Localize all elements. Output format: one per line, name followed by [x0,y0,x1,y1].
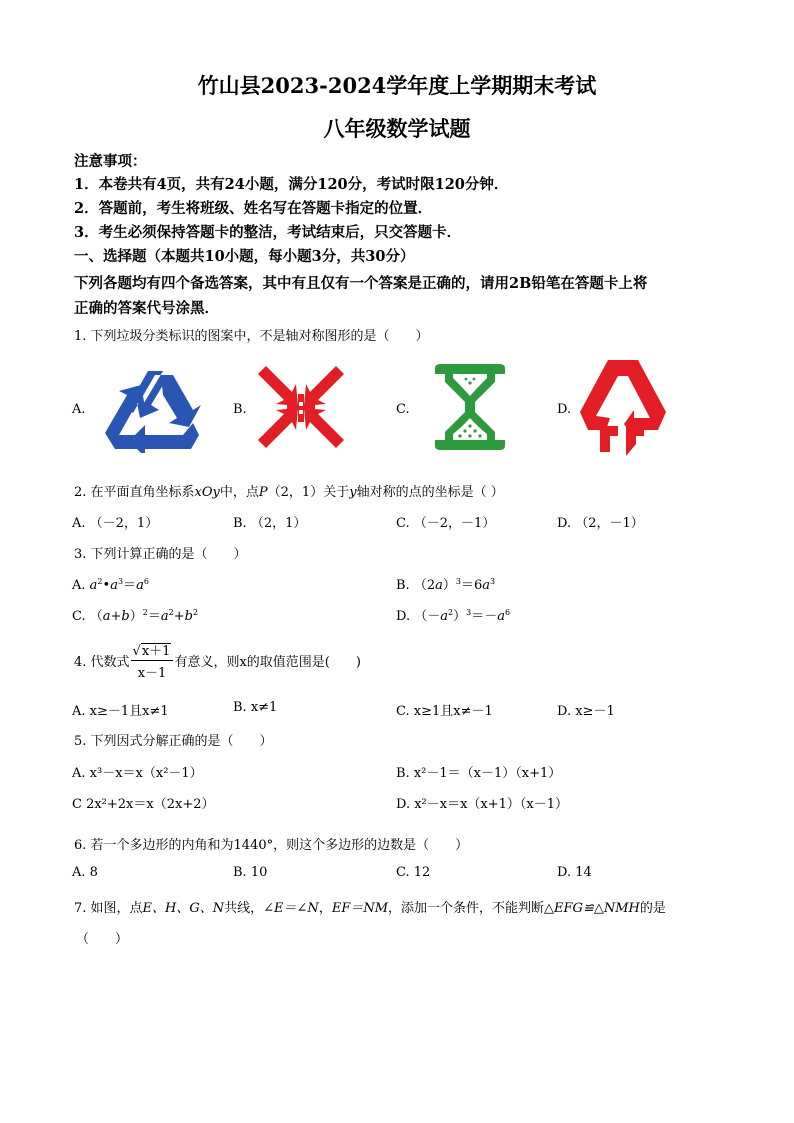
opt-text: ） [129,609,143,624]
var-text: a [102,609,111,624]
var-text: a [497,609,505,624]
option-label: B. [233,402,247,417]
var-text: a [440,609,448,624]
opt-text: ） [442,578,456,593]
option: D. x²－x＝x（x+1）（x－1） [396,797,569,812]
opt-text: • [102,578,111,593]
opt-text: ＝ [123,578,137,593]
option: C. （－2，－1） [396,516,496,531]
option-label: D. [557,402,572,417]
var-text: y [349,485,357,500]
stem-text: ， [318,901,332,916]
var-text: a [160,609,169,624]
opt-text: C. （ [72,609,103,624]
option: A. x≥－1且x≠1 [72,704,169,719]
question-stem [74,640,361,681]
stem-text: 轴对称的点的坐标是（ ） [356,485,504,500]
stem-text: ，添加一个条件，不能判断 [388,901,545,916]
exam-subtitle: 八年级数学试题 [323,116,471,141]
exp-text: 2 [168,608,174,617]
option-label: C. [396,402,410,417]
section-instruction: 正确的答案代号涂黑． [74,300,219,317]
stem-text: 2. 在平面直角坐标系 [74,485,195,500]
exp-text: 3 [455,577,461,586]
denominator: x－1 [137,666,167,681]
var-text: xOy [194,485,220,500]
exp-text: 2 [192,608,199,617]
option: D. 14 [557,865,592,880]
stem-text: 7. 如图，点 [74,901,143,916]
option: B. x≠1 [233,700,278,715]
opt-text: ＝ [147,609,161,624]
option [396,574,495,593]
exp-text: 2 [142,608,148,617]
radicand: x＋1 [141,644,171,659]
question-stem [74,897,666,916]
opt-text: A. [72,578,90,593]
option [396,605,510,624]
option: B. x²－1＝（x－1）（x+1） [396,766,562,781]
option-label: A. [72,402,86,417]
stem-text: 共线， [224,901,264,916]
question-stem [74,481,504,500]
option: A. x³－x＝x（x²－1） [72,766,203,781]
exp-text: 6 [504,608,511,617]
var-text: b [184,609,193,624]
exam-title: 竹山县2023-2024学年度上学期期末考试 [197,73,597,98]
exp-text: 3 [117,577,124,586]
option: D. （2，－1） [557,516,644,531]
opt-text: ＝6 [460,578,483,593]
opt-text: B. （2 [396,578,436,593]
stem-text: 中，点 [219,485,259,500]
option: B. （2，1） [233,516,307,531]
section-instruction: 下列各题均有四个备选答案，其中有且仅有一个答案是正确的，请用2B铅笔在答题卡上将 [74,275,648,292]
answer-paren: （ ） [76,932,129,947]
opt-text: + [173,609,185,624]
option [72,605,198,624]
stem-text: （2，1）关于 [267,485,350,500]
notes-heading: 注意事项： [74,153,147,170]
question-stem: 6. 若一个多边形的内角和为1440°，则这个多边形的边数是（ ） [74,838,469,853]
option: B. 10 [233,865,268,880]
option: C 2x²+2x＝x（2x+2） [72,797,215,812]
var-text: E、H、G、N [142,901,225,916]
red-triangle-arrows-icon [580,360,666,456]
exp-text: 3 [490,577,496,586]
option: D. x≥－1 [557,704,615,719]
exp-text: 3 [466,608,472,617]
option [72,574,149,593]
var-text: ∠E＝∠N [263,901,319,916]
var-text: P [258,485,268,500]
option: A. （－2，1） [72,516,159,531]
option: A. 8 [72,865,98,880]
option: C. 12 [396,865,431,880]
question-stem: 5. 下列因式分解正确的是（ ） [74,734,273,749]
fraction [131,640,174,681]
stem-text: 有意义，则x的取值范围是( ) [174,655,361,670]
exp-text: 2 [97,577,103,586]
option: C. x≥1且x≠－1 [396,704,493,719]
stem-text: 的是 [639,901,666,916]
sqrt-sign: √ [132,644,141,659]
var-text: a [110,578,118,593]
opt-text: D. （－ [396,609,441,624]
var-text: △EFG≌△NMH [544,901,640,916]
section-heading: 一、选择题（本题共10小题，每小题3分，共30分） [74,248,415,265]
exp-text: 6 [143,577,149,586]
var-text: a [136,578,144,593]
note-item: 2．答题前，考生将班级、姓名写在答题卡指定的位置． [74,200,433,217]
hourglass-icon [433,364,507,450]
var-text: b [121,609,130,624]
x-arrows-icon [258,366,344,448]
var-text: EF＝NM [331,901,389,916]
var-text: a [482,578,491,593]
stem-text: 4. 代数式 [74,655,130,670]
opt-text: + [110,609,122,624]
question-stem: 1. 下列垃圾分类标识的图案中，不是轴对称图形的是（ ） [74,329,429,344]
recycle-icon [103,365,201,453]
var-text: a [89,578,98,593]
question-stem: 3. 下列计算正确的是（ ） [74,547,247,562]
opt-text: ＝－ [471,609,498,624]
exp-text: 2 [448,608,454,617]
note-item: 1．本卷共有4页，共有24小题，满分120分，考试时限120分钟． [74,176,509,193]
opt-text: ） [453,609,467,624]
var-text: a [435,578,443,593]
note-item: 3．考生必须保持答题卡的整洁，考试结束后，只交答题卡． [74,224,462,241]
